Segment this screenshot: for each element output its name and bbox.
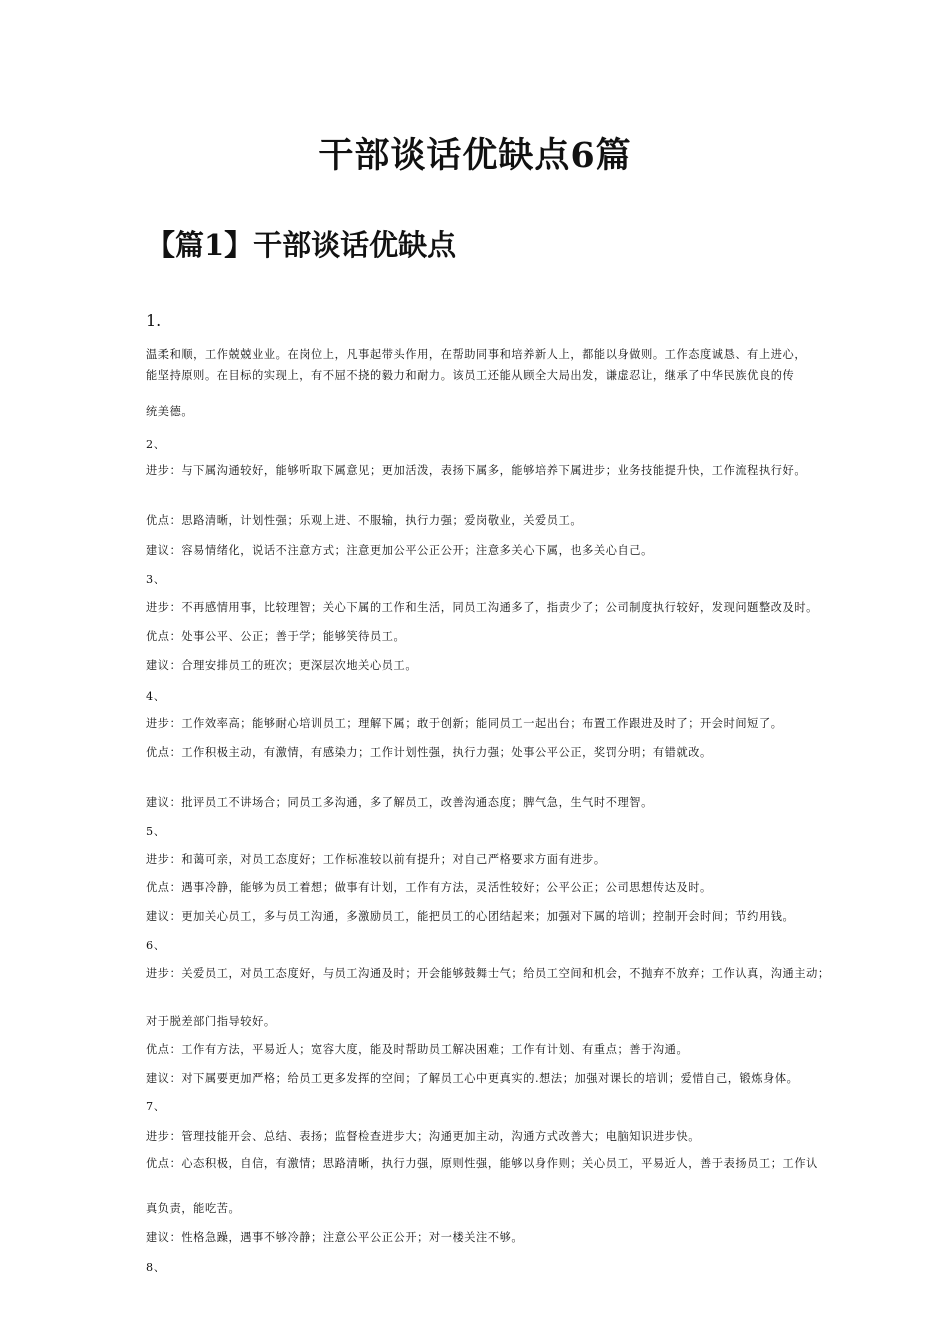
text-line: 温柔和顺，工作兢兢业业。在岗位上，凡事起带头作用，在帮助同事和培养新人上，都能以身做则。工作态度诚恳、有上进心， bbox=[146, 348, 807, 361]
text-line: 进步：工作效率高；能够耐心培训员工；理解下属；敢于创新；能同员工一起出台；布置工作跟进及时了；开会时间短了。 bbox=[146, 717, 783, 730]
text-line: 进步：不再感情用事，比较理智；关心下属的工作和生活，同员工沟通多了，指责少了；公司制度执行较好，发现问题整改及时。 bbox=[146, 601, 818, 614]
text-line: 建议：容易情绪化，说话不注意方式；注意更加公平公正公开；注意多关心下属，也多关心自己。 bbox=[146, 544, 653, 557]
text-line: 优点：遇事冷静，能够为员工着想；做事有计划，工作有方法，灵活性较好；公平公正；公司思想传达及时。 bbox=[146, 881, 712, 894]
item-number: 6、 bbox=[146, 939, 166, 952]
text-line: 建议：合理安排员工的班次；更深层次地关心员工。 bbox=[146, 659, 418, 672]
document-title: 干部谈话优缺点6篇 bbox=[318, 135, 632, 176]
text-line: 建议：批评员工不讲场合；同员工多沟通，多了解员工，改善沟通态度；脾气急，生气时不理智。 bbox=[146, 796, 653, 809]
text-line: 进步：和蔼可亲，对员工态度好；工作标准较以前有提升；对自己严格要求方面有进步。 bbox=[146, 853, 606, 866]
text-line: 优点：工作有方法，平易近人；宽容大度，能及时帮助员工解决困难；工作有计划、有重点；善于沟通。 bbox=[146, 1043, 689, 1056]
text-line: 优点：心态积极，自信，有激情；思路清晰，执行力强，原则性强，能够以身作则；关心员工，平易近人，善于表扬员工；工作认 bbox=[146, 1157, 818, 1170]
text-line: 能坚持原则。在目标的实现上，有不屈不挠的毅力和耐力。该员工还能从顾全大局出发，谦虚忍让，继承了中华民族优良的传 bbox=[146, 369, 795, 382]
text-line: 进步：关爱员工，对员工态度好，与员工沟通及时；开会能够鼓舞士气；给员工空间和机会，不抛弃不放弃；工作认真，沟通主动； bbox=[146, 967, 830, 980]
item-number: 3、 bbox=[146, 573, 166, 586]
text-line: 进步：管理技能开会、总结、表扬；监督检查进步大；沟通更加主动，沟通方式改善大；电脑知识进步快。 bbox=[146, 1130, 701, 1143]
item-number: 7、 bbox=[146, 1100, 166, 1113]
item-number: 4、 bbox=[146, 690, 166, 703]
text-line: 对于脱差部门指导较好。 bbox=[146, 1015, 276, 1028]
section-heading: 【篇1】干部谈话优缺点 bbox=[146, 228, 457, 262]
text-line: 统美德。 bbox=[146, 405, 194, 418]
text-line: 优点：思路清晰，计划性强；乐观上进、不服输，执行力强；爱岗敬业，关爱员工。 bbox=[146, 514, 583, 527]
text-line: 进步：与下属沟通较好，能够听取下属意见；更加活泼，表扬下属多，能够培养下属进步；业务技能提升快，工作流程执行好。 bbox=[146, 464, 807, 477]
text-line: 建议：对下属要更加严格；给员工更多发挥的空间；了解员工心中更真实的.想法；加强对课长的培训；爱惜自己，锻炼身体。 bbox=[146, 1072, 799, 1085]
item-number: 5、 bbox=[146, 825, 166, 838]
item-number: 1. bbox=[146, 311, 162, 330]
item-number: 8、 bbox=[146, 1261, 166, 1274]
text-line: 建议：性格急躁，遇事不够冷静；注意公平公正公开；对一楼关注不够。 bbox=[146, 1231, 524, 1244]
text-line: 真负责，能吃苦。 bbox=[146, 1202, 241, 1215]
text-line: 优点：工作积极主动，有激情，有感染力；工作计划性强，执行力强；处事公平公正，奖罚分明；有错就改。 bbox=[146, 746, 712, 759]
text-line: 优点：处事公平、公正；善于学；能够笑待员工。 bbox=[146, 630, 406, 643]
item-number: 2、 bbox=[146, 438, 166, 451]
text-line: 建议：更加关心员工，多与员工沟通，多激励员工，能把员工的心团结起来；加强对下属的培训；控制开会时间；节约用钱。 bbox=[146, 910, 795, 923]
